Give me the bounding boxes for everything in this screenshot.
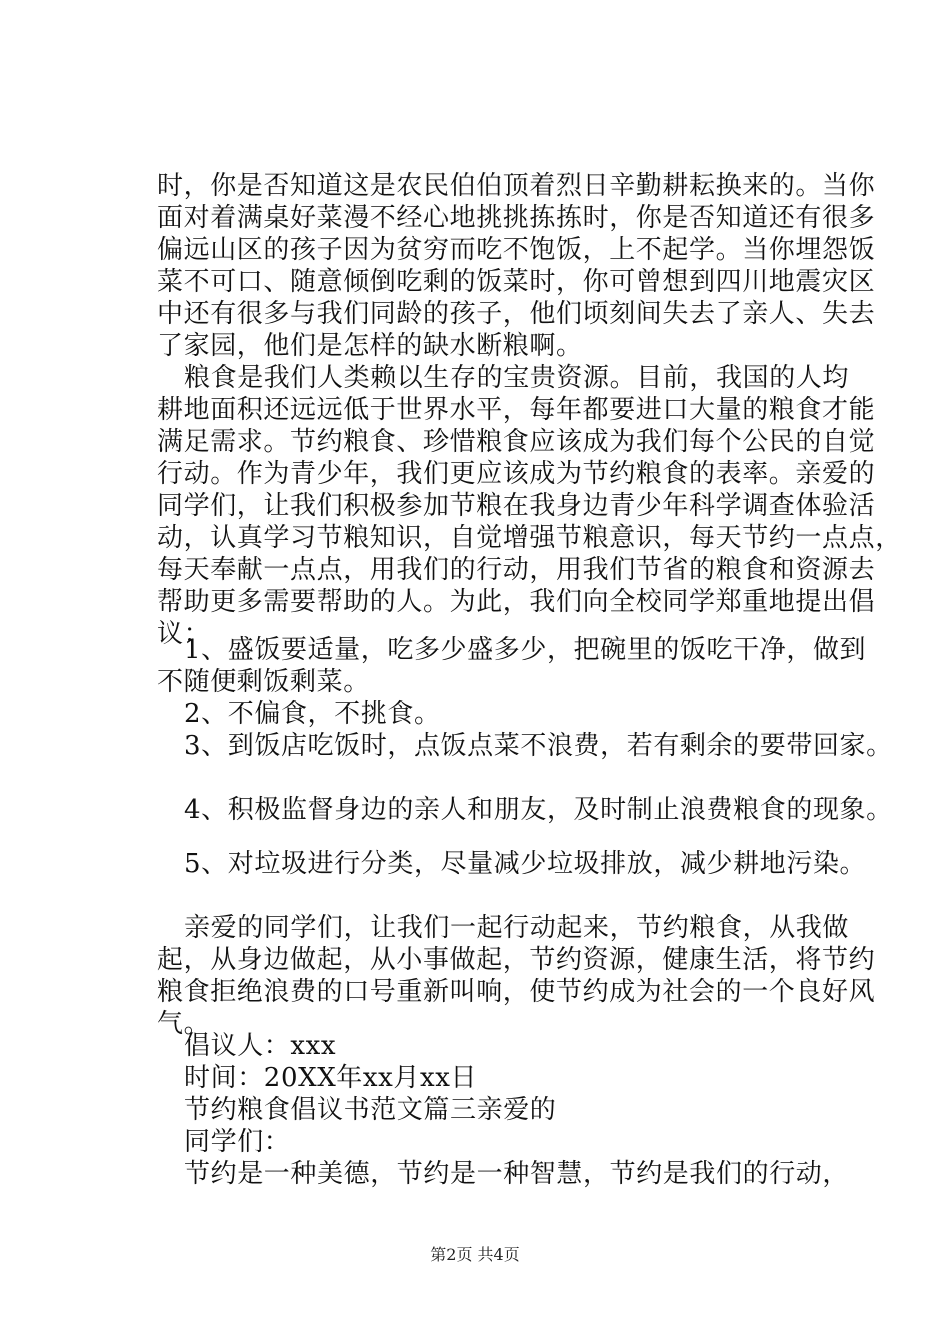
body-line: 不随便剩饭剩菜。 <box>157 667 370 697</box>
body-line: 4、积极监督身边的亲人和朋友，及时制止浪费粮食的现象。 <box>184 795 893 825</box>
body-line: 亲爱的同学们，让我们一起行动起来，节约粮食，从我做 <box>184 913 850 943</box>
body-line: 行动。作为青少年，我们更应该成为节约粮食的表率。亲爱的 <box>157 459 876 489</box>
page-footer: 第2页 共4页 <box>430 1245 520 1264</box>
body-line: 3、到饭店吃饭时，点饭点菜不浪费，若有剩余的要带回家。 <box>184 731 893 761</box>
body-line: 同学们，让我们积极参加节粮在我身边青少年科学调查体验活 <box>157 491 876 521</box>
body-line: 1、盛饭要适量，吃多少盛多少，把碗里的饭吃干净，做到 <box>184 635 867 665</box>
body-line: 议： <box>157 619 211 649</box>
body-line: 耕地面积还远远低于世界水平，每年都要进口大量的粮食才能 <box>157 395 876 425</box>
body-line: 每天奉献一点点，用我们的行动，用我们节省的粮食和资源去 <box>157 555 876 585</box>
body-line: 2、不偏食，不挑食。 <box>184 699 441 729</box>
body-line: 面对着满桌好菜漫不经心地挑挑拣拣时，你是否知道还有很多 <box>157 203 876 233</box>
body-line: 同学们： <box>184 1127 291 1157</box>
body-line: 时间：20XX年xx月xx日 <box>184 1063 478 1093</box>
body-line: 菜不可口、随意倾倒吃剩的饭菜时，你可曾想到四川地震灾区 <box>157 267 876 297</box>
body-line: 粮食拒绝浪费的口号重新叫响，使节约成为社会的一个良好风 <box>157 977 876 1007</box>
body-line: 偏远山区的孩子因为贫穷而吃不饱饭，上不起学。当你埋怨饭 <box>157 235 876 265</box>
body-line: 节约是一种美德，节约是一种智慧，节约是我们的行动， <box>184 1159 850 1189</box>
body-line: 满足需求。节约粮食、珍惜粮食应该成为我们每个公民的自觉 <box>157 427 876 457</box>
body-line: 了家园，他们是怎样的缺水断粮啊。 <box>157 331 583 361</box>
body-line: 帮助更多需要帮助的人。为此，我们向全校同学郑重地提出倡 <box>157 587 876 617</box>
body-line: 5、对垃圾进行分类，尽量减少垃圾排放，减少耕地污染。 <box>184 849 867 879</box>
body-line: 倡议人：xxx <box>184 1031 337 1061</box>
body-line: 动，认真学习节粮知识，自觉增强节粮意识，每天节约一点点， <box>157 523 902 553</box>
body-line: 中还有很多与我们同龄的孩子，他们顷刻间失去了亲人、失去 <box>157 299 876 329</box>
body-line: 时，你是否知道这是农民伯伯顶着烈日辛勤耕耘换来的。当你 <box>157 171 876 201</box>
body-line: 起，从身边做起，从小事做起，节约资源，健康生活，将节约 <box>157 945 876 975</box>
body-line: 节约粮食倡议书范文篇三亲爱的 <box>184 1095 557 1125</box>
body-line: 粮食是我们人类赖以生存的宝贵资源。目前，我国的人均 <box>184 363 850 393</box>
body-line: 气。 <box>157 1009 211 1039</box>
